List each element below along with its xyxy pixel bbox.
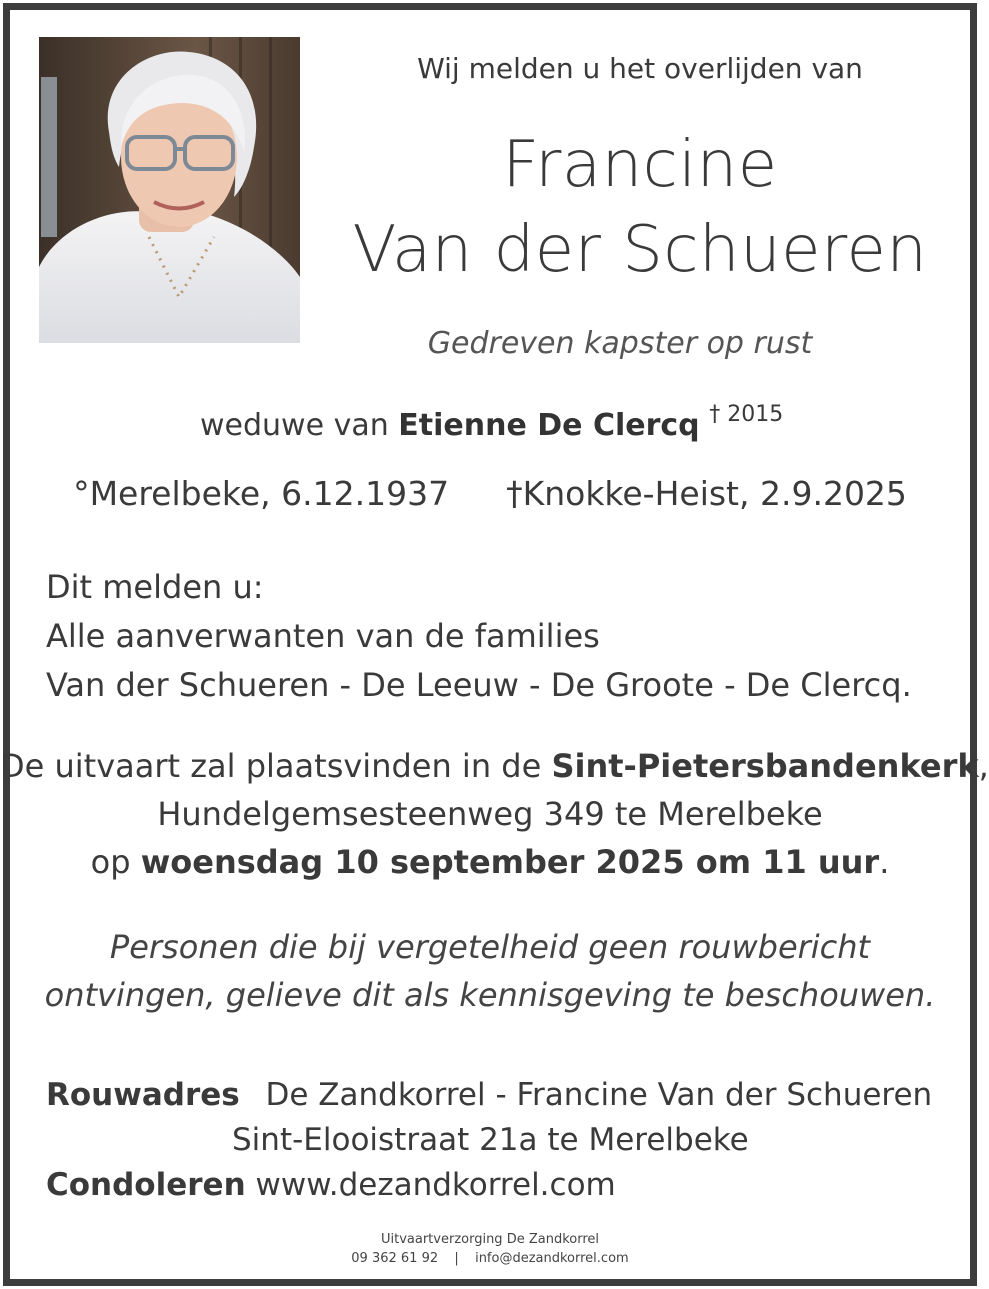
condoleren-link[interactable]: www.dezandkorrel.com (255, 1167, 616, 1203)
tagline: Gedreven kapster op rust (427, 326, 813, 361)
portrait-photo (39, 37, 300, 343)
footer-contact (0, 1251, 980, 1266)
spouse-name: Etienne De Clercq (398, 408, 700, 443)
funeral-address: Hundelgemsesteenweg 349 te Merelbeke (157, 795, 823, 833)
family-line-1: Dit melden u: (46, 568, 264, 606)
spouse-death-year: † 2015 (709, 402, 784, 427)
spouse-prefix: weduwe van (200, 408, 389, 443)
funeral-datetime: woensdag 10 september 2025 om 11 uur (140, 843, 880, 881)
condoleren-line (46, 1167, 616, 1203)
rouwadres-line (46, 1077, 932, 1113)
funeral-church: Sint-Pietersbandenkerk (551, 747, 979, 785)
life-dates (0, 474, 980, 513)
notice-line-1: Personen die bij vergetelheid geen rouwbericht (109, 928, 871, 966)
footer-email[interactable]: info@dezandkorrel.com (475, 1251, 629, 1266)
funeral-comma: , (978, 747, 989, 785)
footer-company: Uitvaartverzorging De Zandkorrel (380, 1232, 600, 1247)
funeral-datetime-line (0, 843, 980, 881)
family-line-2: Alle aanverwanten van de families (46, 617, 600, 655)
funeral-location-line (0, 747, 989, 785)
rouwadres-line-2: Sint-Elooistraat 21a te Merelbeke (232, 1122, 749, 1158)
deceased-last-name: Van der Schueren (352, 213, 928, 287)
funeral-prefix: De uitvaart zal plaatsvinden in de (0, 747, 542, 785)
footer-phone: 09 362 61 92 (351, 1251, 439, 1266)
deceased-first-name: Francine (502, 128, 778, 202)
footer-separator: | (454, 1251, 459, 1266)
spouse-line (200, 402, 784, 443)
intro-text: Wij melden u het overlijden van (417, 52, 863, 85)
funeral-period: . (879, 843, 890, 881)
rouwadres-label: Rouwadres (46, 1077, 240, 1113)
birth-info: °Merelbeke, 6.12.1937 (73, 474, 450, 513)
funeral-op: op (90, 843, 131, 881)
notice-line-2: ontvingen, gelieve dit als kennisgeving te beschouwen. (44, 976, 936, 1014)
rouwadres-value: De Zandkorrel - Francine Van der Schueren (265, 1077, 933, 1113)
death-info: †Knokke-Heist, 2.9.2025 (506, 474, 907, 513)
condoleren-label: Condoleren (46, 1167, 246, 1203)
family-line-3: Van der Schueren - De Leeuw - De Groote - De Clercq. (46, 666, 912, 704)
